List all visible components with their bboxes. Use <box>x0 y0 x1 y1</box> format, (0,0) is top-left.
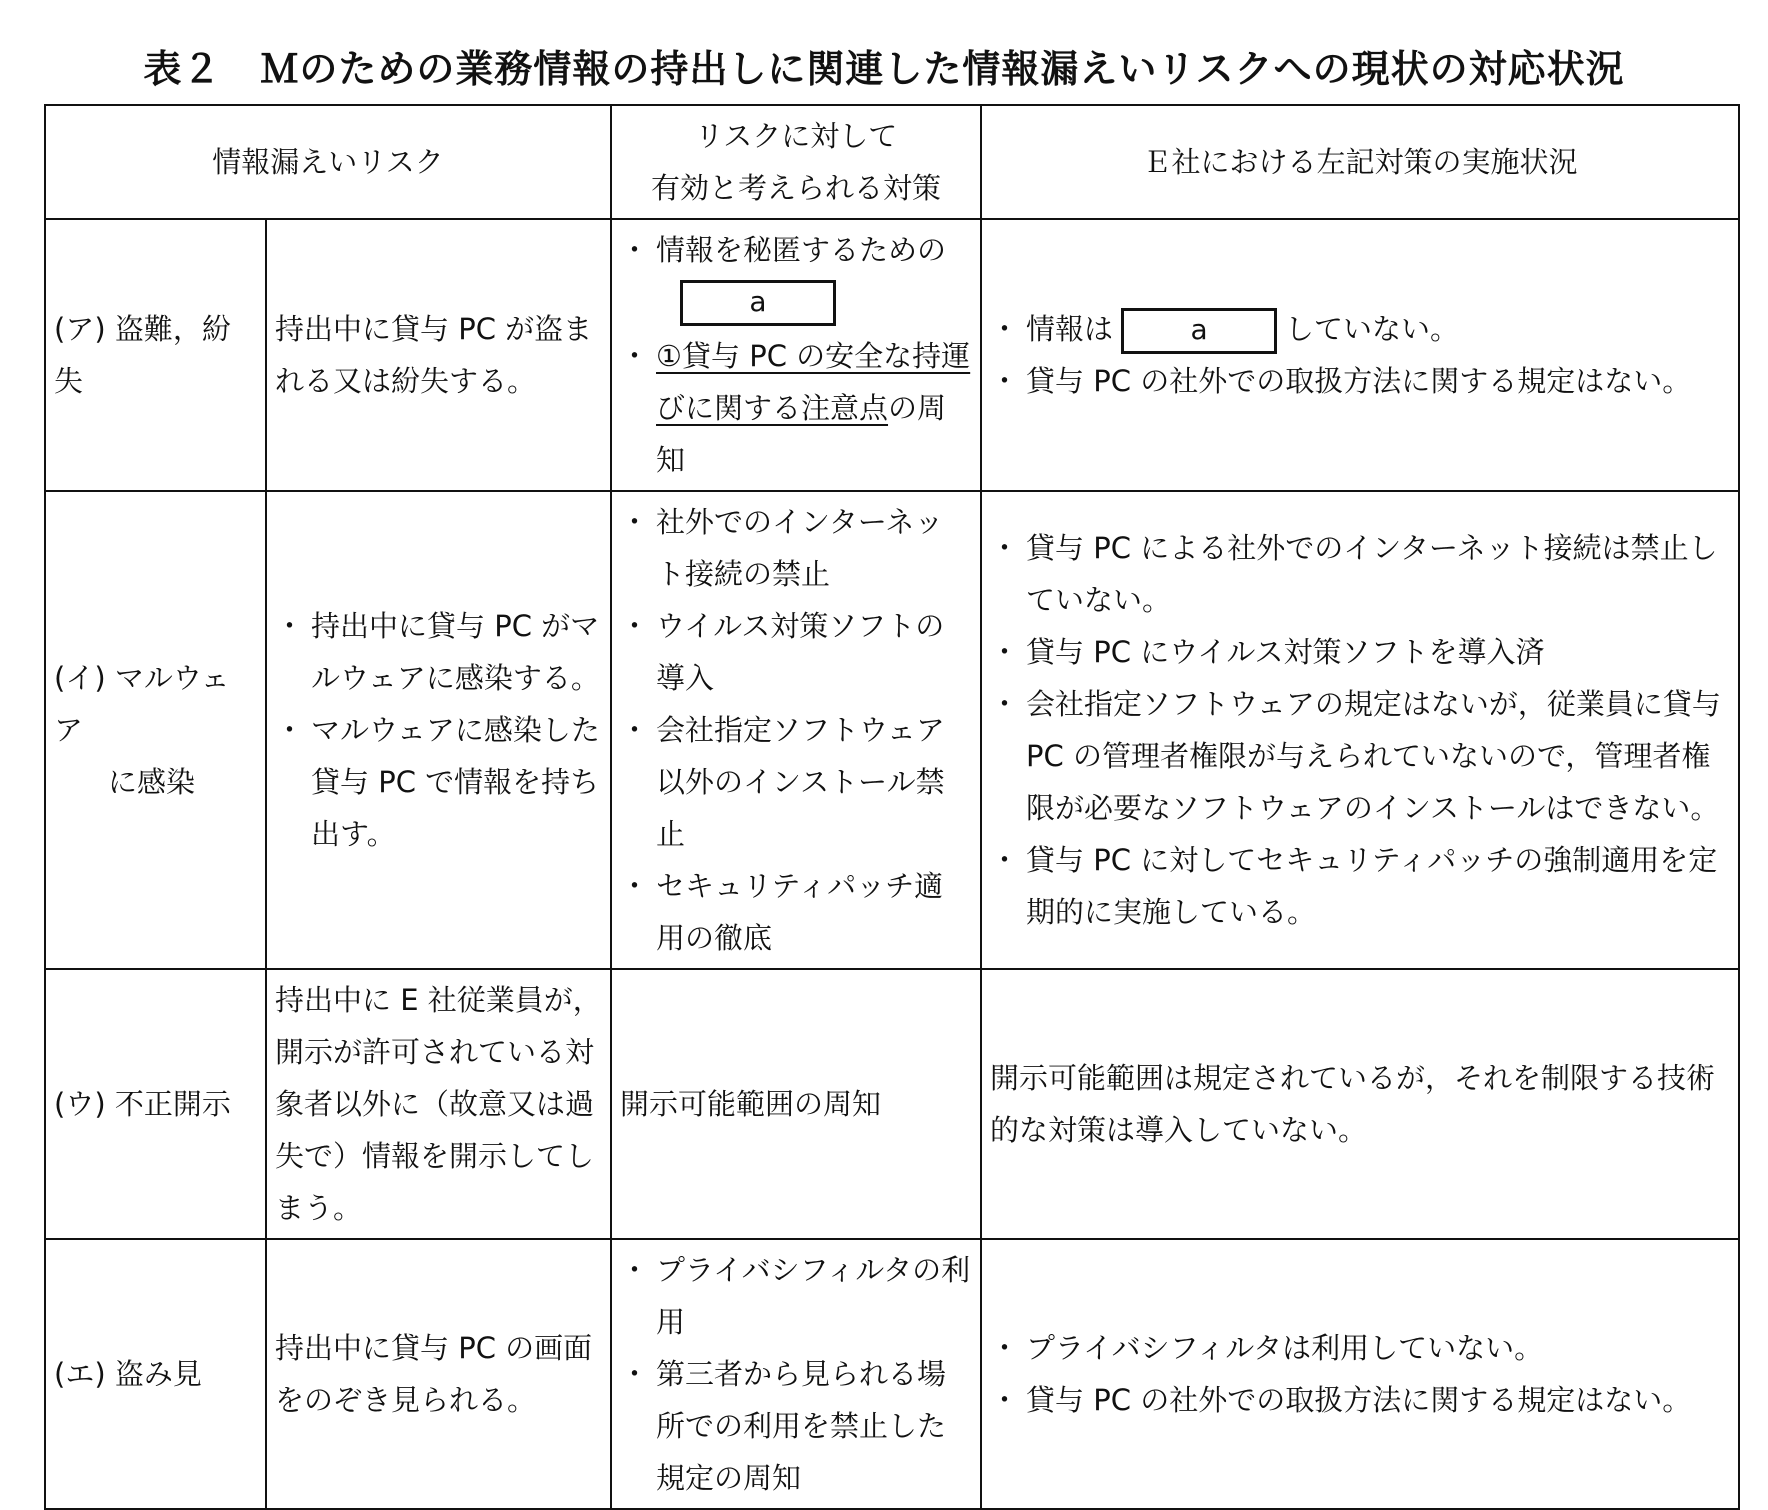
header-status: Ｅ社における左記対策の実施状況 <box>981 105 1739 219</box>
measure-cell <box>611 219 981 491</box>
description-text: 持出中に E 社従業員が，開示が許可されている対象者以外に（故意又は過失で）情報を開示してしまう。 <box>275 983 602 1225</box>
category-label: (イ) マルウェア <box>54 661 230 747</box>
category-cell <box>45 491 266 969</box>
table-row <box>45 491 1739 969</box>
measure-item: ・ プライバシフィルタの利用 <box>620 1244 972 1348</box>
header-measure <box>611 105 981 219</box>
description-cell <box>266 491 611 969</box>
status-text: 開示可能範囲は規定されているが，それを制限する技術的な対策は導入していない。 <box>990 1061 1716 1147</box>
category-label: (ウ) 不正開示 <box>54 1087 231 1121</box>
underlined-measure-text: ①貸与 PC の安全な持運びに関する注意点 <box>656 339 971 425</box>
category-label: (ア) 盗難，紛失 <box>54 312 231 398</box>
description-item: ・ マルウェアに感染した貸与 PC で情報を持ち出す。 <box>275 704 602 860</box>
category-label: (エ) 盗み見 <box>54 1357 202 1391</box>
description-cell <box>266 969 611 1239</box>
measure-item: ・ ウイルス対策ソフトの導入 <box>620 600 972 704</box>
measure-text: の周知 <box>656 391 947 477</box>
header-measure-line1: リスクに対して <box>694 119 898 153</box>
blank-box-a: a <box>680 280 836 326</box>
measure-text: 開示可能範囲の周知 <box>620 1087 882 1121</box>
status-cell <box>981 1239 1739 1509</box>
status-item: ・ 貸与 PC に対してセキュリティパッチの強制適用を定期的に実施している。 <box>990 834 1730 938</box>
table-title: 表２ Ｍのための業務情報の持出しに関連した情報漏えいリスクへの現状の対応状況 <box>143 47 1625 91</box>
category-cell <box>45 1239 266 1509</box>
category-label-continued: に感染 <box>108 765 196 799</box>
status-item: ・ 貸与 PC による社外でのインターネット接続は禁止していない。 <box>990 522 1730 626</box>
status-item: ・ 貸与 PC にウイルス対策ソフトを導入済 <box>990 626 1730 678</box>
status-item: ・ プライバシフィルタは利用していない。 <box>990 1322 1730 1374</box>
status-text: していない。 <box>1285 312 1460 346</box>
description-text: 持出中に貸与 PC の画面をのぞき見られる。 <box>275 1331 593 1417</box>
measure-item: ・ 会社指定ソフトウェア以外のインストール禁止 <box>620 704 972 860</box>
status-item: ・ 会社指定ソフトウェアの規定はないが，従業員に貸与 PC の管理者権限が与えられていないので，管理者権限が必要なソフトウェアのインストールはできない。 <box>990 678 1730 834</box>
description-text: 持出中に貸与 PC が盗まれる又は紛失する。 <box>275 312 593 398</box>
status-cell <box>981 219 1739 491</box>
status-text: 情報は <box>1026 312 1114 346</box>
description-cell <box>266 1239 611 1509</box>
measure-item <box>620 330 972 486</box>
measure-cell <box>611 1239 981 1509</box>
measure-cell <box>611 969 981 1239</box>
header-risk: 情報漏えいリスク <box>45 105 611 219</box>
category-cell <box>45 219 266 491</box>
measure-item: ・ 社外でのインターネット接続の禁止 <box>620 496 972 600</box>
measure-text: 情報を秘匿するための <box>656 233 947 267</box>
measure-item: ・ 第三者から見られる場所での利用を禁止した規定の周知 <box>620 1348 972 1504</box>
category-cell <box>45 969 266 1239</box>
blank-box-a: a <box>1121 308 1277 354</box>
description-item: ・ 持出中に貸与 PC がマルウェアに感染する。 <box>275 600 602 704</box>
status-cell <box>981 969 1739 1239</box>
status-item: ・ 貸与 PC の社外での取扱方法に関する規定はない。 <box>990 1374 1730 1426</box>
risk-response-table <box>44 104 1740 1510</box>
header-measure-line2: 有効と考えられる対策 <box>651 171 942 205</box>
measure-item: ・ セキュリティパッチ適用の徹底 <box>620 860 972 964</box>
measure-cell <box>611 491 981 969</box>
status-item <box>990 303 1730 355</box>
table-row <box>45 219 1739 491</box>
table-row <box>45 969 1739 1239</box>
description-cell <box>266 219 611 491</box>
measure-item <box>620 224 972 326</box>
status-cell <box>981 491 1739 969</box>
table-header-row <box>45 105 1739 219</box>
table-row <box>45 1239 1739 1509</box>
status-item: ・ 貸与 PC の社外での取扱方法に関する規定はない。 <box>990 355 1730 407</box>
